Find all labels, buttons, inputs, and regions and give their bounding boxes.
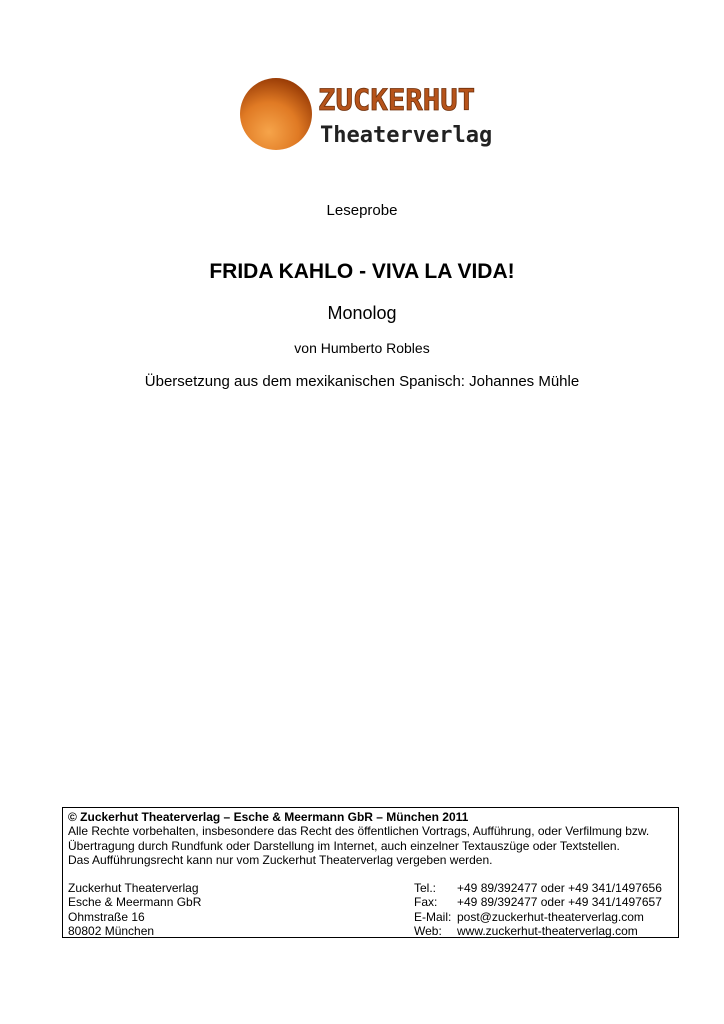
publisher-logo: [238, 76, 508, 154]
address-line: Ohmstraße 16: [68, 909, 145, 924]
play-author: von Humberto Robles: [294, 340, 430, 356]
publisher-address: [68, 881, 201, 938]
logo-brand-subtitle: Theaterverlag: [320, 123, 493, 148]
rights-heading: © Zuckerhut Theaterverlag – Esche & Meermann GbR – München 2011: [68, 810, 469, 824]
rights-notice-box: [62, 807, 679, 938]
address-line: Esche & Meermann GbR: [68, 895, 202, 910]
contact-label: Web:: [414, 924, 442, 939]
phone-value: +49 89/392477 oder +49 341/1497656: [457, 881, 662, 896]
leseprobe-label: Leseprobe: [326, 202, 398, 219]
logo-graphic: [238, 76, 508, 154]
contact-label: E-Mail:: [414, 909, 452, 924]
logo-brand-name: ZUCKERHUT: [318, 83, 476, 117]
play-translation: Übersetzung aus dem mexikanischen Spanisch: Johannes Mühle: [144, 373, 580, 390]
contact-label: Tel.:: [414, 881, 437, 896]
play-title: FRIDA KAHLO - VIVA LA VIDA!: [209, 260, 515, 283]
contact-email: [414, 910, 662, 924]
contact-label: Fax:: [414, 895, 438, 910]
email-link[interactable]: post@zuckerhut-theaterverlag.com: [457, 909, 644, 924]
fax-value: +49 89/392477 oder +49 341/1497657: [457, 895, 662, 910]
publisher-contacts: [414, 881, 662, 938]
website-link[interactable]: www.zuckerhut-theaterverlag.com: [457, 924, 638, 939]
address-line: 80802 München: [68, 924, 155, 939]
rights-text-line: Übertragung durch Rundfunk oder Darstellung im Internet, auch einzelner Textauszüge oder Textstellen.: [68, 838, 620, 853]
rights-text-line: Das Aufführungsrecht kann nur vom Zuckerhut Theaterverlag vergeben werden.: [68, 852, 493, 867]
contact-web: [414, 924, 662, 938]
contact-phone: [414, 881, 662, 895]
contact-fax: [414, 895, 662, 909]
address-line: Zuckerhut Theaterverlag: [68, 881, 199, 896]
play-genre: Monolog: [327, 303, 397, 323]
rights-text-line: Alle Rechte vorbehalten, insbesondere das Recht des öffentlichen Vortrags, Aufführung, oder Verfilmung bzw.: [68, 824, 650, 839]
sun-circle-icon: [240, 78, 312, 150]
